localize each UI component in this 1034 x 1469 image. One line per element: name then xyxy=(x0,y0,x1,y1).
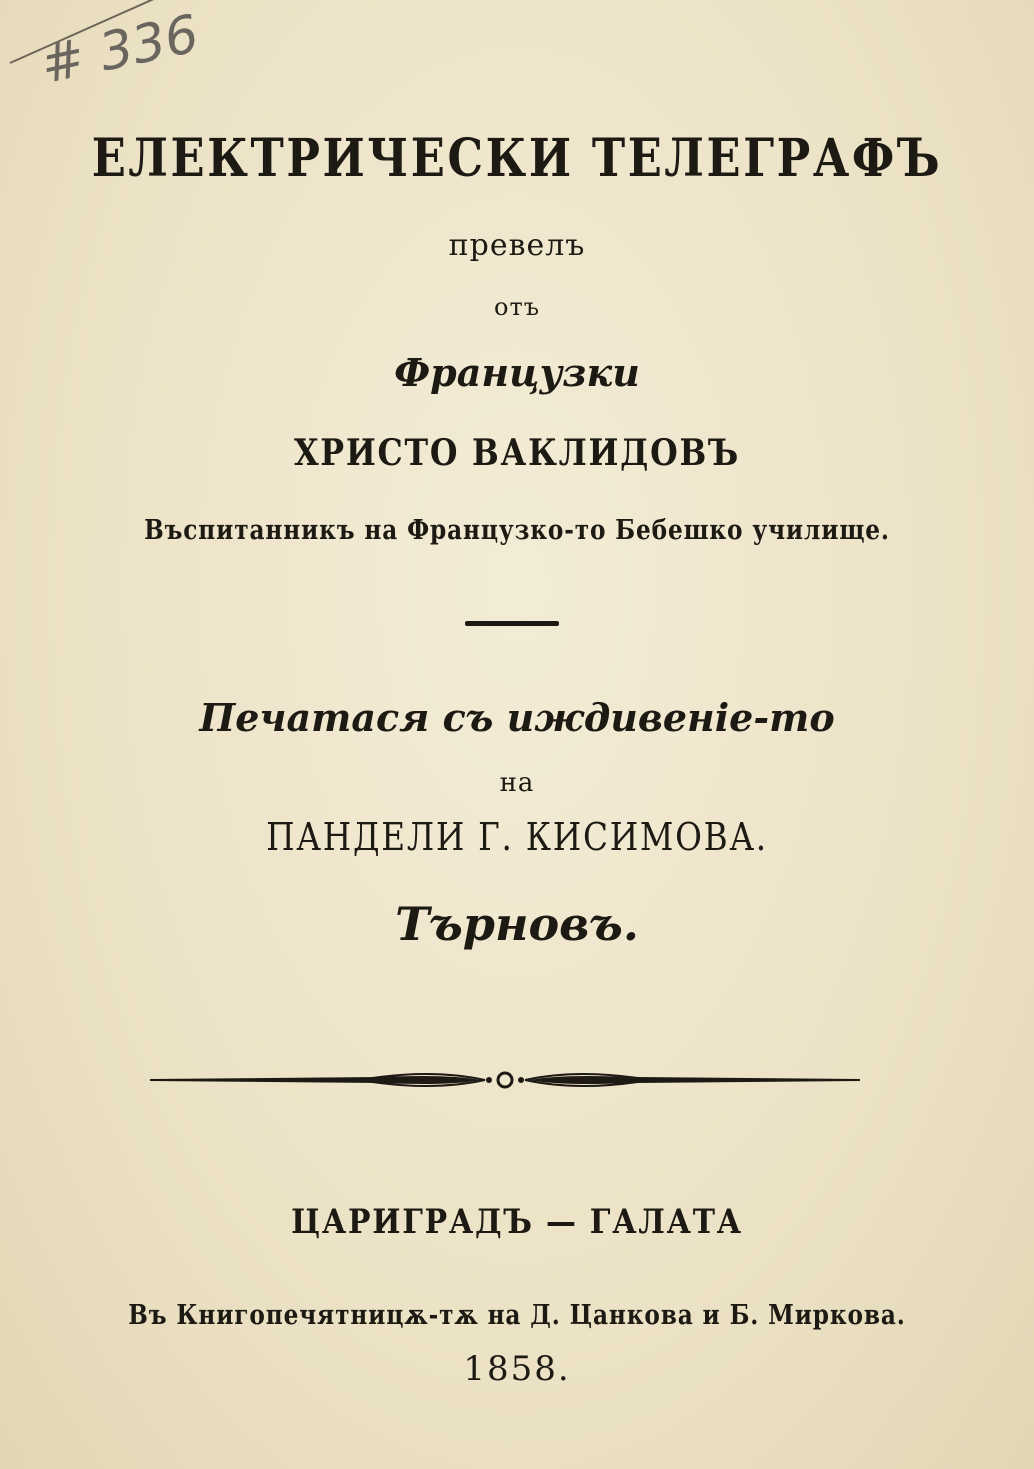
ornamental-rule xyxy=(150,1062,860,1098)
source-language: Французки xyxy=(394,350,640,395)
inventory-number: # 336 xyxy=(35,4,204,96)
publication-year: 1858. xyxy=(463,1349,571,1389)
book-title: ЕЛЕКТРИЧЕСКИ ТЕЛЕГРАФЪ xyxy=(91,128,943,189)
translator-title: Въспитанникъ на Французко-то Бебешко училище. xyxy=(144,515,890,546)
on-label: на xyxy=(499,768,535,798)
printing-house: Въ Книгопечятницѫ-тѫ на Д. Цанкова и Б. Миркова. xyxy=(128,1300,906,1331)
short-rule xyxy=(465,621,559,626)
printed-label: Печатася съ иждивеніе-то xyxy=(199,695,835,740)
sponsor-name: ПАНДЕЛИ Г. КИСИМОВА. xyxy=(266,815,768,859)
from-label: отъ xyxy=(494,293,540,321)
publication-place: ЦАРИГРАДЪ — ГАЛАТА xyxy=(291,1202,743,1242)
sponsor-city: Търновъ. xyxy=(395,897,639,951)
translated-label: превелъ xyxy=(448,228,586,263)
translator-name: ХРИСТО ВАКЛИДОВЪ xyxy=(293,432,741,474)
inventory-mark xyxy=(10,0,310,140)
